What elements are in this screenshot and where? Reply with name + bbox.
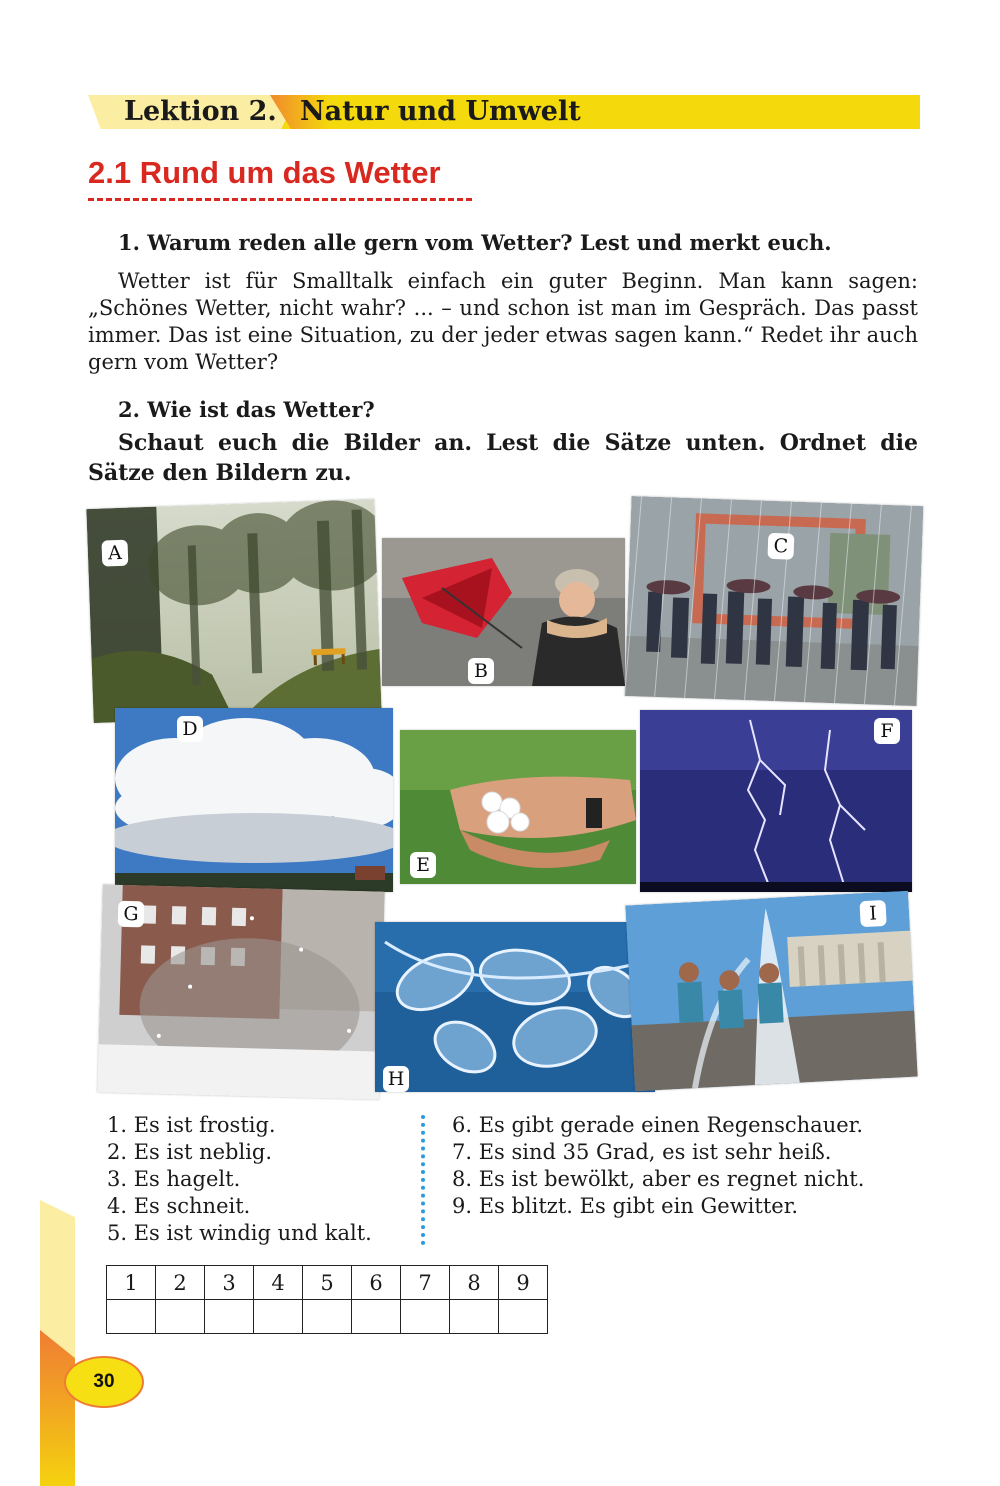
lesson-label: Lektion 2. bbox=[124, 96, 277, 127]
photo-f-lightning bbox=[640, 710, 912, 892]
lesson-header-band bbox=[88, 95, 920, 129]
answer-number: 3 bbox=[205, 1266, 254, 1300]
sentence-5: 5. Es ist windig und kalt. bbox=[107, 1221, 372, 1245]
sentences-right bbox=[452, 1112, 864, 1220]
answer-number: 1 bbox=[107, 1266, 156, 1300]
answer-number: 5 bbox=[303, 1266, 352, 1300]
photo-g-snow bbox=[97, 884, 384, 1099]
photo-d-clouds bbox=[115, 708, 393, 892]
label-b: B bbox=[468, 658, 494, 684]
sentence-2: 2. Es ist neblig. bbox=[107, 1140, 273, 1164]
sentence-3: 3. Es hagelt. bbox=[107, 1167, 241, 1191]
answer-cell[interactable] bbox=[254, 1300, 303, 1334]
sentence-7: 7. Es sind 35 Grad, es ist sehr heiß. bbox=[452, 1140, 832, 1164]
sentence-1: 1. Es ist frostig. bbox=[107, 1113, 276, 1137]
answer-table-answer-row bbox=[107, 1300, 548, 1334]
label-d: D bbox=[177, 716, 203, 742]
task1-text: Wetter ist für Smalltalk einfach ein guter Beginn. Man kann sagen: „Schönes Wetter, nicht wahr? ... – und schon ist man im Gespräch. Das passt immer. Das ist eine Situation, zu der jeder etwas sagen kann.“ Redet ihr auch gern vom Wetter? bbox=[88, 269, 918, 374]
answer-number: 4 bbox=[254, 1266, 303, 1300]
photo-c-rain bbox=[625, 496, 924, 706]
answer-cell[interactable] bbox=[107, 1300, 156, 1334]
section-underline bbox=[88, 198, 472, 201]
answer-cell[interactable] bbox=[401, 1300, 450, 1334]
task1-heading: 1. Warum reden alle gern vom Wetter? Lest und merkt euch. bbox=[118, 230, 832, 255]
answer-number: 6 bbox=[352, 1266, 401, 1300]
answer-cell[interactable] bbox=[352, 1300, 401, 1334]
photo-i-heat bbox=[625, 891, 917, 1092]
answer-cell[interactable] bbox=[156, 1300, 205, 1334]
sentence-4: 4. Es schneit. bbox=[107, 1194, 251, 1218]
answer-number: 2 bbox=[156, 1266, 205, 1300]
label-c: C bbox=[767, 533, 794, 560]
section-title: 2.1 Rund um das Wetter bbox=[88, 155, 441, 190]
photo-e-hail bbox=[400, 730, 636, 884]
answer-cell[interactable] bbox=[499, 1300, 548, 1334]
label-a: A bbox=[101, 540, 128, 567]
label-e: E bbox=[410, 852, 436, 878]
label-i: I bbox=[859, 900, 886, 927]
task2-instruction: Schaut euch die Bilder an. Lest die Sätze unten. Ordnet die Sätze den Bildern zu. bbox=[88, 430, 918, 486]
page-number: 30 bbox=[64, 1356, 144, 1408]
answer-cell[interactable] bbox=[205, 1300, 254, 1334]
photo-b-wind bbox=[382, 538, 625, 686]
label-g: G bbox=[118, 901, 145, 928]
answer-table-header-row bbox=[107, 1266, 548, 1300]
answer-number: 7 bbox=[401, 1266, 450, 1300]
photo-h-frost bbox=[375, 922, 655, 1092]
task2-heading: 2. Wie ist das Wetter? bbox=[118, 397, 375, 422]
sentence-6: 6. Es gibt gerade einen Regenschauer. bbox=[452, 1113, 864, 1137]
sentence-9: 9. Es blitzt. Es gibt ein Gewitter. bbox=[452, 1194, 799, 1218]
column-separator bbox=[421, 1115, 425, 1245]
label-f: F bbox=[874, 718, 900, 744]
answer-cell[interactable] bbox=[450, 1300, 499, 1334]
sentences-left bbox=[107, 1112, 372, 1247]
answer-table bbox=[106, 1265, 548, 1334]
sentence-8: 8. Es ist bewölkt, aber es regnet nicht. bbox=[452, 1167, 865, 1191]
answer-number: 8 bbox=[450, 1266, 499, 1300]
lesson-topic: Natur und Umwelt bbox=[300, 96, 581, 127]
answer-number: 9 bbox=[499, 1266, 548, 1300]
photo-a-fog bbox=[86, 499, 381, 723]
answer-cell[interactable] bbox=[303, 1300, 352, 1334]
label-h: H bbox=[383, 1066, 409, 1092]
